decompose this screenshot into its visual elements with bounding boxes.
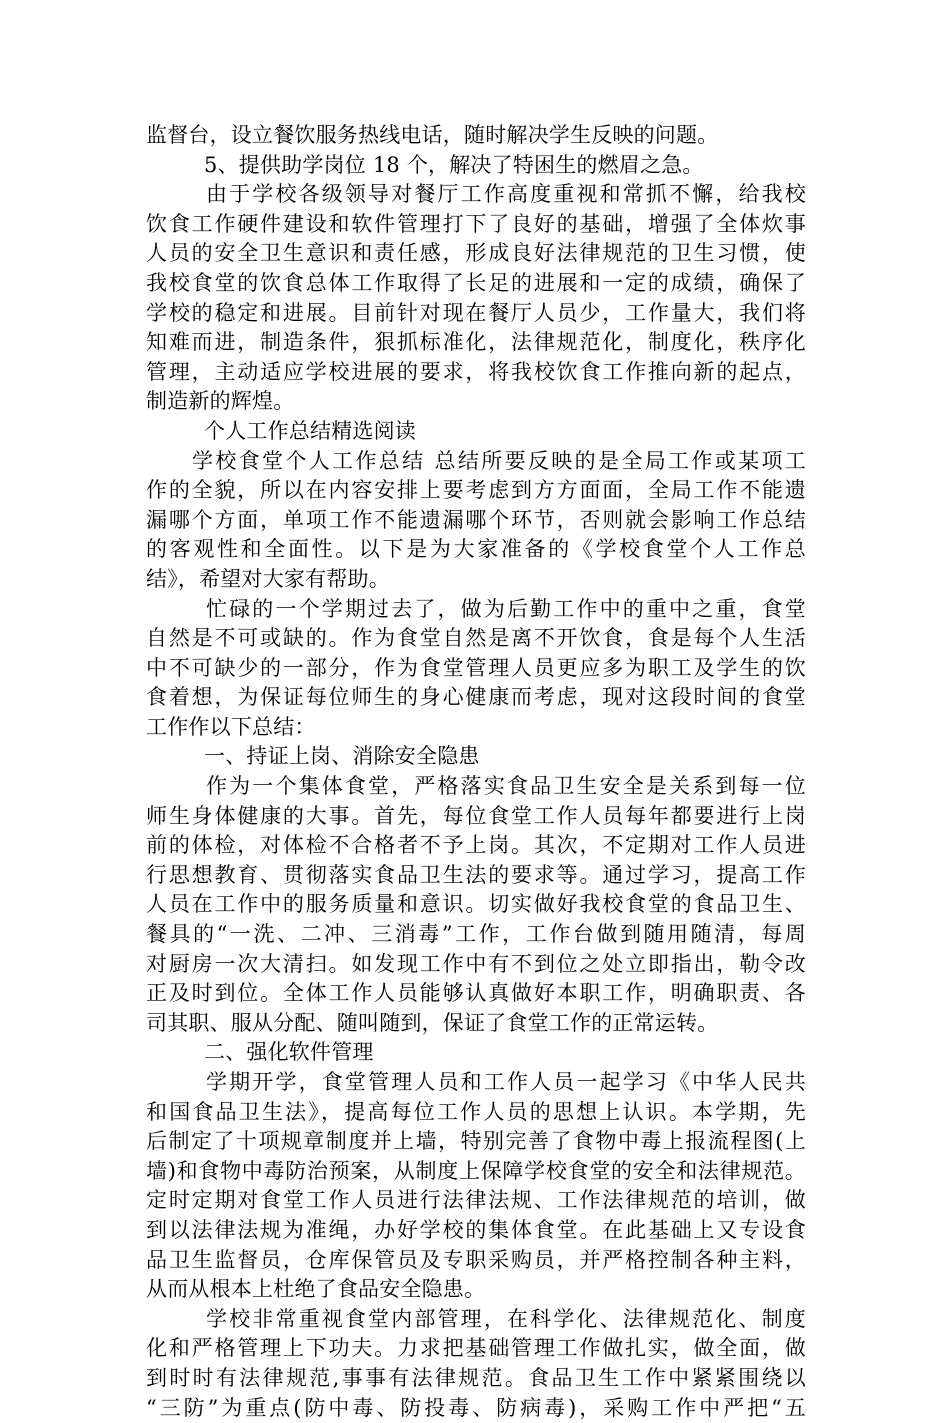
text-line: 5、提供助学岗位 18 个，解决了特困生的燃眉之急。 bbox=[204, 152, 704, 177]
text-line: 制造新的辉煌。 bbox=[146, 389, 295, 414]
text-line: 二、强化软件管理 bbox=[204, 1040, 374, 1065]
text-line: 品卫生监督员，仓库保管员及专职采购员，并严格控制各种主料， bbox=[146, 1247, 806, 1272]
text-line: 由于学校各级领导对餐厅工作高度重视和常抓不懈，给我校 bbox=[206, 182, 806, 207]
text-line: 食着想，为保证每位师生的身心健康而考虑，现对这段时间的食堂 bbox=[146, 685, 806, 710]
text-line: 漏哪个方面，单项工作不能遗漏哪个环节，否则就会影响工作总结 bbox=[146, 507, 806, 532]
text-line: 饮食工作硬件建设和软件管理打下了良好的基础，增强了全体炊事 bbox=[146, 211, 806, 236]
text-line: 人员的安全卫生意识和责任感，形成良好法律规范的卫生习惯，使 bbox=[146, 241, 806, 266]
text-line: 从而从根本上杜绝了食品安全隐患。 bbox=[146, 1277, 486, 1302]
text-line: 中不可缺少的一部分，作为食堂管理人员更应多为职工及学生的饮 bbox=[146, 655, 806, 680]
text-line: 到时时有法律规范,事事有法律规范。食品卫生工作中紧紧围绕以 bbox=[146, 1365, 806, 1390]
document-page bbox=[146, 121, 806, 1423]
text-line: 我校食堂的饮食总体工作取得了长足的进展和一定的成绩，确保了 bbox=[146, 270, 806, 295]
text-line: 学校的稳定和进展。目前针对现在餐厅人员少，工作量大，我们将 bbox=[146, 300, 806, 325]
text-line: 对厨房一次大清扫。如发现工作中有不到位之处立即指出，勒令改 bbox=[146, 951, 806, 976]
text-line: 人员在工作中的服务质量和意识。切实做好我校食堂的食品卫生、 bbox=[146, 892, 806, 917]
text-line: 墙)和食物中毒防治预案，从制度上保障学校食堂的安全和法律规范。 bbox=[146, 1158, 806, 1183]
text-line: 作的全貌，所以在内容安排上要考虑到方方面面，全局工作不能遗 bbox=[146, 478, 806, 503]
text-line: 学校非常重视食堂内部管理，在科学化、法律规范化、制度 bbox=[206, 1306, 806, 1331]
text-line: 学校食堂个人工作总结 总结所要反映的是全局工作或某项工 bbox=[192, 448, 806, 473]
text-line: 师生身体健康的大事。首先，每位食堂工作人员每年都要进行上岗 bbox=[146, 803, 806, 828]
text-line: 个人工作总结精选阅读 bbox=[204, 418, 416, 443]
text-line: 正及时到位。全体工作人员能够认真做好本职工作，明确职责、各 bbox=[146, 981, 806, 1006]
text-line: 后制定了十项规章制度并上墙，特别完善了食物中毒上报流程图(上 bbox=[146, 1129, 806, 1154]
text-line: 学期开学，食堂管理人员和工作人员一起学习《中华人民共 bbox=[206, 1070, 806, 1094]
text-line: 化和严格管理上下功夫。力求把基础管理工作做扎实，做全面，做 bbox=[146, 1336, 806, 1361]
text-line: 到以法律法规为准绳，办好学校的集体食堂。在此基础上又专设食 bbox=[146, 1217, 806, 1242]
text-line: 餐具的“一洗、二冲、三消毒”工作，工作台做到随用随清，每周 bbox=[146, 922, 806, 947]
text-line: 行思想教育、贯彻落实食品卫生法的要求等。通过学习，提高工作 bbox=[146, 862, 806, 887]
text-line: 司其职、服从分配、随叫随到，保证了食堂工作的正常运转。 bbox=[146, 1010, 719, 1035]
text-line: 作为一个集体食堂，严格落实食品卫生安全是关系到每一位 bbox=[206, 774, 806, 799]
text-line: 监督台，设立餐饮服务热线电话，随时解决学生反映的问题。 bbox=[146, 123, 719, 147]
text-line: 的客观性和全面性。以下是为大家准备的《学校食堂个人工作总 bbox=[146, 537, 806, 562]
text-line: 管理，主动适应学校进展的要求，将我校饮食工作推向新的起点， bbox=[146, 359, 806, 384]
text-line: 和国食品卫生法》，提高每位工作人员的思想上认识。本学期，先 bbox=[146, 1099, 806, 1124]
text-line: 工作作以下总结： bbox=[146, 714, 316, 739]
text-line: 知难而进，制造条件，狠抓标准化，法律规范化，制度化，秩序化 bbox=[146, 330, 806, 355]
text-line: 结》，希望对大家有帮助。 bbox=[146, 566, 390, 591]
text-line: 前的体检，对体检不合格者不予上岗。其次，不定期对工作人员进 bbox=[146, 833, 806, 858]
text-line: 定时定期对食堂工作人员进行法律法规、工作法律规范的培训，做 bbox=[146, 1188, 806, 1213]
text-line: 自然是不可或缺的。作为食堂自然是离不开饮食，食是每个人生活 bbox=[146, 626, 806, 651]
text-line: “三防”为重点(防中毒、防投毒、防病毒)，采购工作中严把“五 bbox=[146, 1395, 806, 1420]
text-line: 一、持证上岗、消除安全隐患 bbox=[204, 744, 480, 769]
text-line: 忙碌的一个学期过去了，做为后勤工作中的重中之重，食堂 bbox=[206, 596, 806, 621]
